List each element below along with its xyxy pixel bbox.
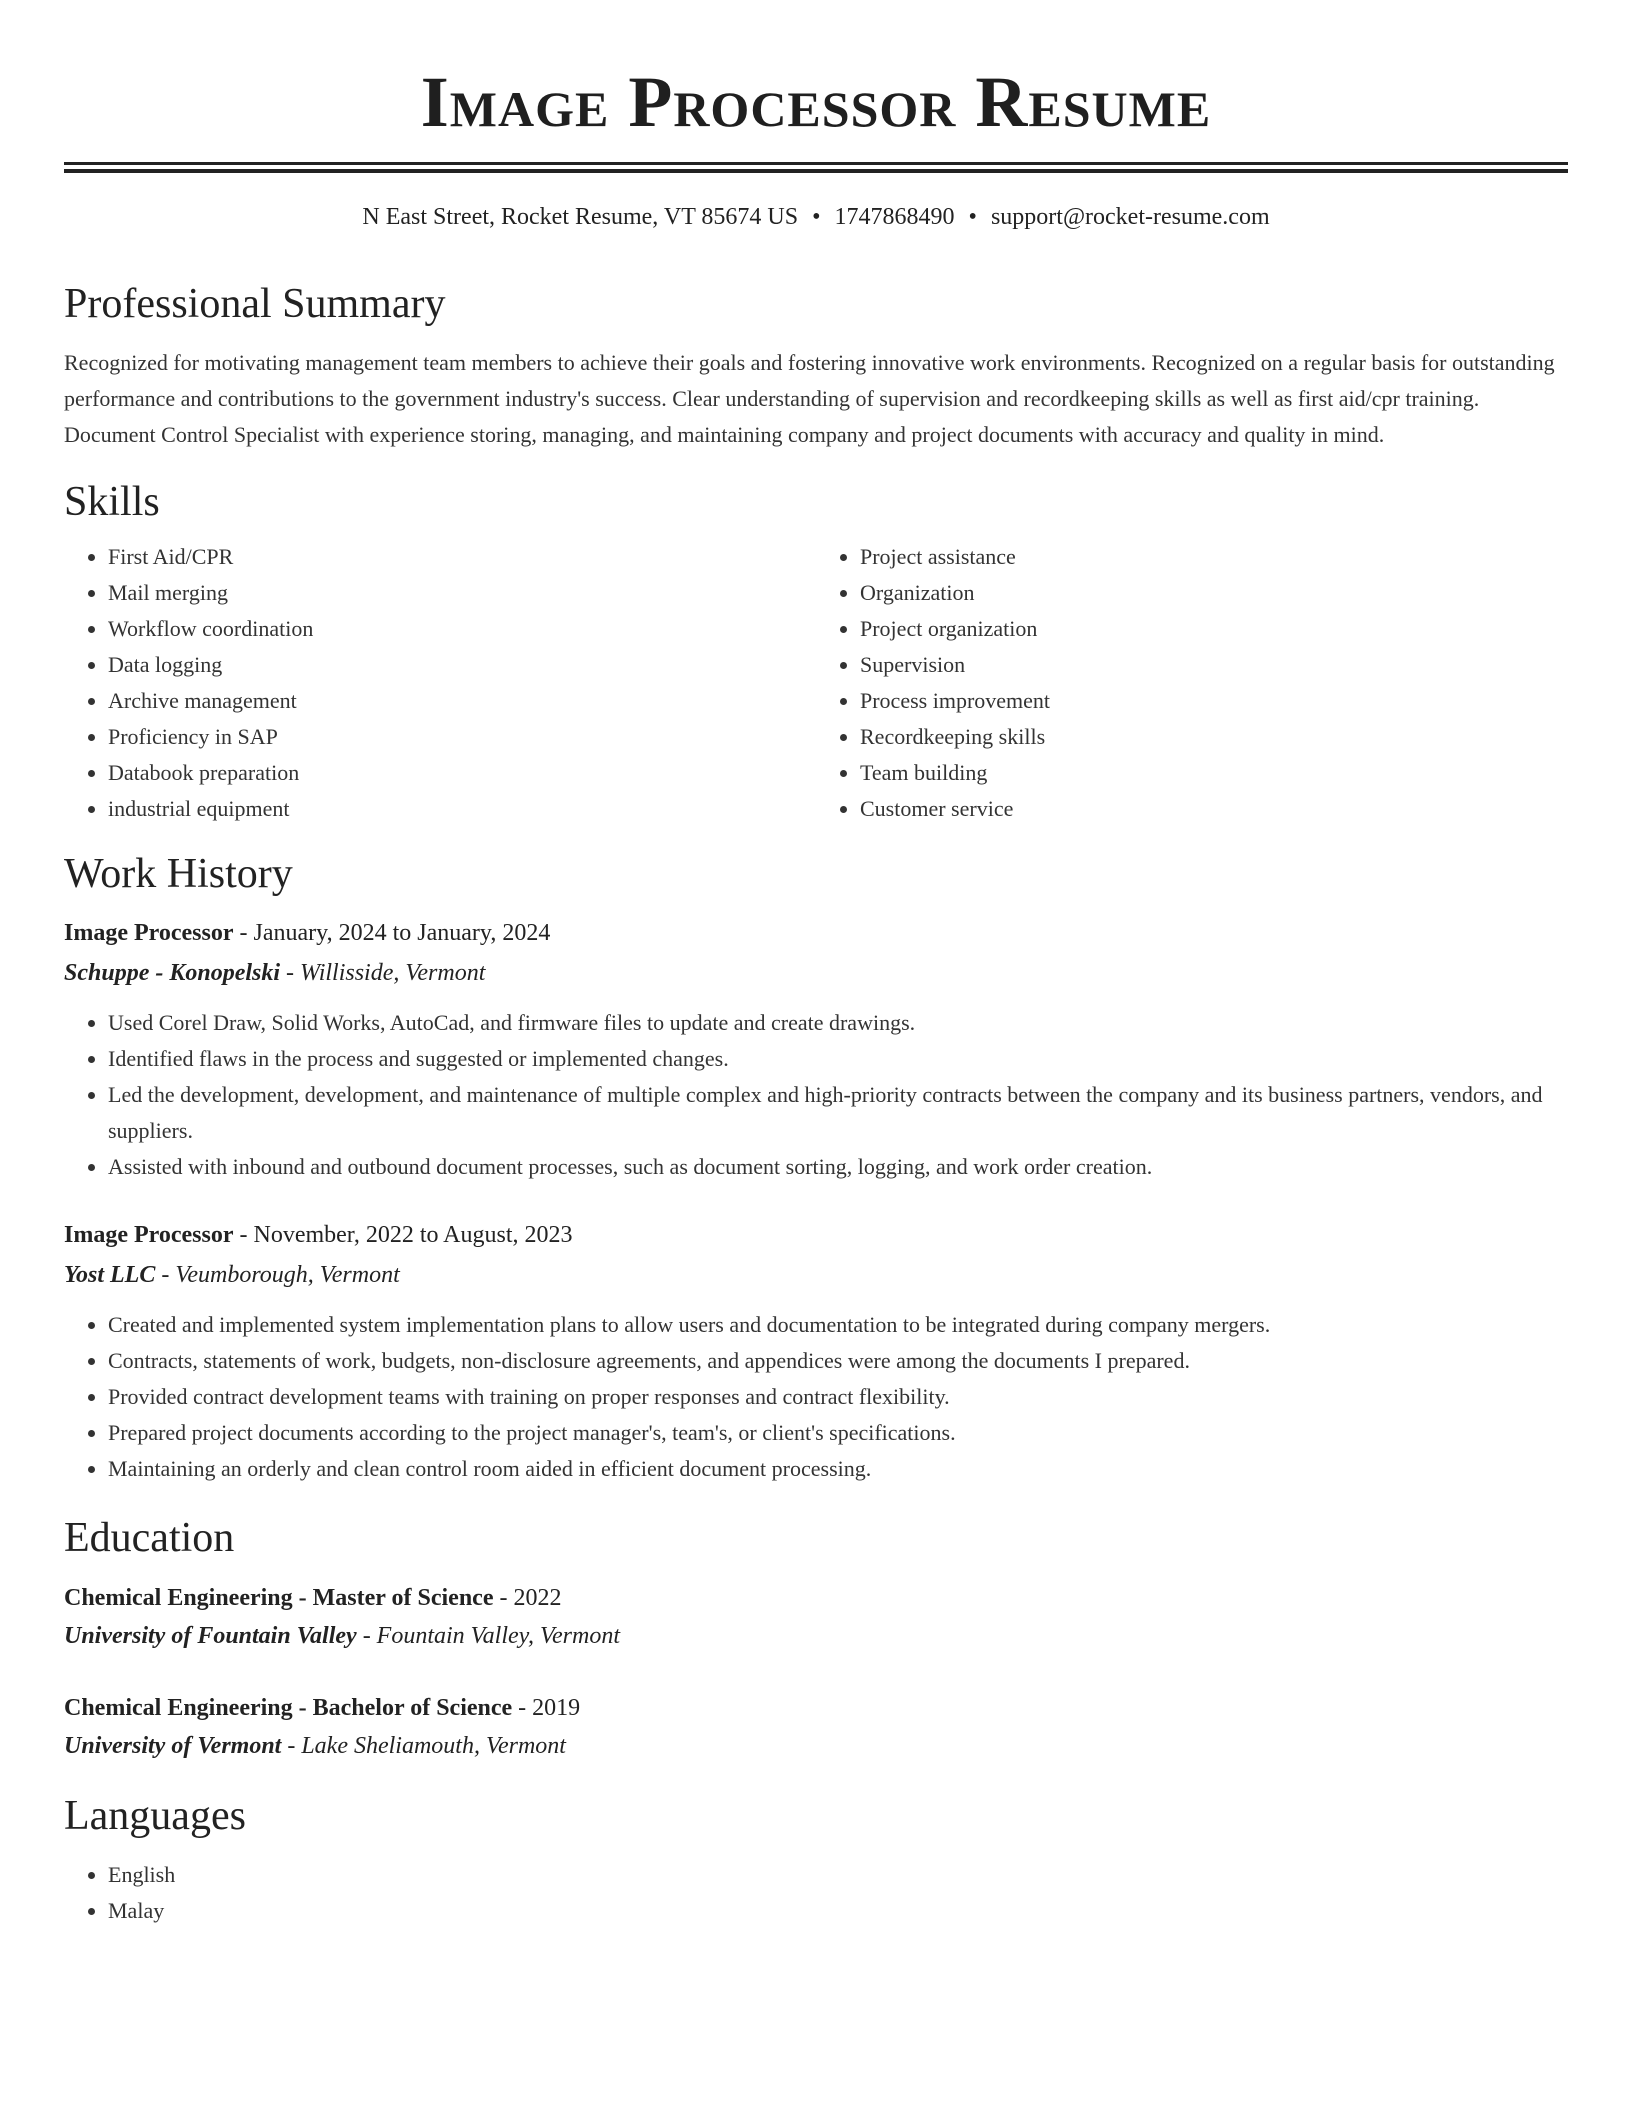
job-location: - Willisside, Vermont xyxy=(280,960,486,986)
degree-name: Chemical Engineering - Master of Science xyxy=(64,1585,494,1611)
skills-columns xyxy=(64,539,1568,827)
job-entry xyxy=(64,1215,1568,1487)
job-duty: • Provided contract development teams with training on proper responses and contract flexibility. xyxy=(108,1379,1568,1415)
skill-item: • Data logging xyxy=(108,647,816,683)
languages-list xyxy=(64,1857,1568,1929)
skill-item: • Workflow coordination xyxy=(108,611,816,647)
work-history-heading: Work History xyxy=(64,851,293,897)
summary-text: Recognized for motivating management team members to achieve their goals and fostering innovative work environments. Recognized on a regular basis for outstanding performance and contributions to the government industry's success. Clear understanding of supervision and recordkeeping skills as well as first aid/cpr training. Document Control Specialist with experience storing, managing, and maintaining company and project documents with accuracy and quality in mind. xyxy=(64,350,1555,447)
language-item: • Malay xyxy=(108,1893,1568,1929)
education-degree-line xyxy=(64,1579,1568,1617)
skill-item: • Recordkeeping skills xyxy=(860,719,1568,755)
skills-list-right xyxy=(816,539,1568,827)
job-location: - Veumborough, Vermont xyxy=(155,1262,400,1288)
skill-item: • Proficiency in SAP xyxy=(108,719,816,755)
education-heading: Education xyxy=(64,1515,235,1561)
school-name: University of Fountain Valley xyxy=(64,1623,357,1649)
education-entry xyxy=(64,1579,1568,1655)
page-title: Image Processor Resume xyxy=(420,62,1212,142)
skill-item: • Project assistance xyxy=(860,539,1568,575)
job-duty: • Prepared project documents according to the project manager's, team's, or client's specifications. xyxy=(108,1415,1568,1451)
skill-item: • Databook preparation xyxy=(108,755,816,791)
job-duty: • Created and implemented system implementation plans to allow users and documentation to be integrated during company mergers. xyxy=(108,1307,1568,1343)
job-title: Image Processor xyxy=(64,1222,234,1248)
contact-email: support@rocket-resume.com xyxy=(990,204,1270,230)
contact-line xyxy=(64,201,1568,233)
job-duty: • Led the development, development, and maintenance of multiple complex and high-priority contracts between the company and its business partners, vendors, and suppliers. xyxy=(108,1077,1568,1149)
degree-name: Chemical Engineering - Bachelor of Science xyxy=(64,1695,513,1721)
education-degree-line xyxy=(64,1689,1568,1727)
skill-item: • Organization xyxy=(860,575,1568,611)
job-duty: • Assisted with inbound and outbound document processes, such as document sorting, logging, and work order creation. xyxy=(108,1149,1568,1185)
skill-item: • industrial equipment xyxy=(108,791,816,827)
skills-heading: Skills xyxy=(64,479,160,525)
summary-heading: Professional Summary xyxy=(64,281,446,327)
contact-phone: 1747868490 xyxy=(834,204,955,230)
job-employer xyxy=(64,953,1568,993)
job-employer xyxy=(64,1255,1568,1295)
job-duties-list xyxy=(64,1005,1568,1185)
title-divider xyxy=(64,162,1568,165)
skill-item: • Project organization xyxy=(860,611,1568,647)
job-duty: • Maintaining an orderly and clean control room aided in efficient document processing. xyxy=(108,1451,1568,1487)
job-duties-list xyxy=(64,1307,1568,1487)
school-name: University of Vermont xyxy=(64,1733,282,1759)
skills-list-left xyxy=(64,539,816,827)
skill-item: • Process improvement xyxy=(860,683,1568,719)
contact-separator: • xyxy=(812,204,821,230)
school-location: - Fountain Valley, Vermont xyxy=(356,1623,620,1649)
job-header xyxy=(64,1215,1568,1255)
school-location: - Lake Sheliamouth, Vermont xyxy=(281,1733,566,1759)
graduation-year: - 2022 xyxy=(493,1585,562,1611)
language-item: • English xyxy=(108,1857,1568,1893)
contact-address: N East Street, Rocket Resume, VT 85674 US xyxy=(362,204,799,230)
skill-item: • Mail merging xyxy=(108,575,816,611)
skill-item: • Supervision xyxy=(860,647,1568,683)
company-name: Schuppe - Konopelski xyxy=(64,960,281,986)
job-duty: • Used Corel Draw, Solid Works, AutoCad, and firmware files to update and create drawings. xyxy=(108,1005,1568,1041)
company-name: Yost LLC xyxy=(64,1262,156,1288)
job-header xyxy=(64,913,1568,953)
contact-separator: • xyxy=(968,204,977,230)
job-dates: - November, 2022 to August, 2023 xyxy=(233,1222,573,1248)
job-title: Image Processor xyxy=(64,920,234,946)
education-school-line xyxy=(64,1727,1568,1765)
education-entry xyxy=(64,1689,1568,1765)
skill-item: • Customer service xyxy=(860,791,1568,827)
skill-item: • First Aid/CPR xyxy=(108,539,816,575)
job-duty: • Identified flaws in the process and suggested or implemented changes. xyxy=(108,1041,1568,1077)
job-dates: - January, 2024 to January, 2024 xyxy=(233,920,551,946)
skill-item: • Archive management xyxy=(108,683,816,719)
job-entry xyxy=(64,913,1568,1185)
education-school-line xyxy=(64,1617,1568,1655)
graduation-year: - 2019 xyxy=(512,1695,581,1721)
job-duty: • Contracts, statements of work, budgets, non-disclosure agreements, and appendices were among the documents I prepared. xyxy=(108,1343,1568,1379)
languages-heading: Languages xyxy=(64,1793,246,1839)
skill-item: • Team building xyxy=(860,755,1568,791)
